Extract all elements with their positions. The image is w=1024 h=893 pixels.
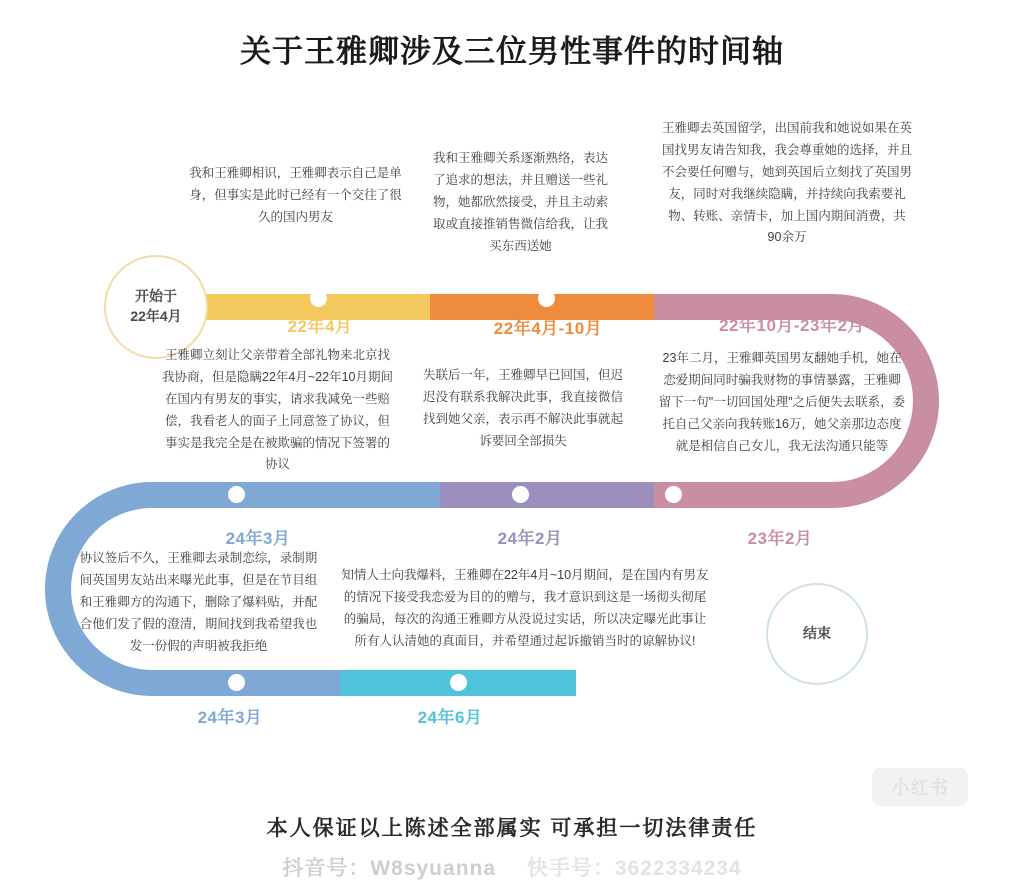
stage-6-note: 王雅卿立刻让父亲带着全部礼物来北京找我协商，但是隐瞒22年4月~22年10月期间在国内有男友的事实，请求我减免一些赔偿，我看老人的面子上同意签了协议，但事实是我完全是在被欺骗的情况下签署的协议 [162, 348, 393, 472]
stage-5-label: 24年2月 [497, 529, 563, 548]
stage-7-note: 协议签后不久，王雅卿去录制恋综，录制期间英国男友站出来曝光此事，但是在节目组和王雅卿方的沟通下，删除了爆料贴，并配合他们发了假的澄清，期间找到我希望我也发一份假的声明被我拒绝 [79, 551, 318, 653]
watermark-logo: 小红书 [872, 768, 968, 806]
timeline-node-1[interactable] [310, 290, 327, 307]
timeline-node-5[interactable] [512, 486, 529, 503]
stage-7-label: 24年3月 [197, 708, 263, 727]
page-title: 关于王雅卿涉及三位男性事件的时间轴 [240, 34, 784, 69]
timeline-node-4[interactable] [665, 486, 682, 503]
stage-1-note: 我和王雅卿相识，王雅卿表示自己是单身，但事实是此时已经有一个交往了很久的国内男友 [189, 166, 402, 224]
timeline-node-6[interactable] [228, 486, 245, 503]
start-cap-line1: 开始于 [134, 288, 177, 305]
stage-8-note: 知情人士向我爆料，王雅卿在22年4月~10月期间，是在国内有男友的情况下接受我恋爱为目的的赠与，我才意识到这是一场彻头彻尾的骗局，每次的沟通王雅卿方从没说过实话，所以决定曝光此事让所有人认清她的真面目，并希望通过起诉撤销当时的谅解协议! [341, 568, 709, 648]
stage-6-label: 24年3月 [225, 529, 291, 548]
stage-4-note: 23年二月，王雅卿英国男友翻她手机，她在恋爱期间同时骗我财物的事情暴露，王雅卿留下一句"一切回国处理"之后便失去联系，委托自己父亲向我转账16万，她父亲那边态度就是相信自己女儿，我无法沟通只能等 [658, 351, 906, 453]
timeline-end-cap: 结束 [766, 583, 868, 685]
stage-4-label: 23年2月 [747, 529, 813, 548]
watermark-kuaishou: 快手号：3622334234 [526, 857, 742, 880]
stage-2-note: 我和王雅卿关系逐渐熟络，表达了追求的想法，并且赠送一些礼物，她都欣然接受，并且主动索取或直接推销售微信给我，让我买东西送她 [432, 151, 608, 253]
stage-5-note: 失联后一年，王雅卿早已回国，但迟迟没有联系我解决此事，我直接微信找到她父亲，表示再不解决此事就起诉要回全部损失 [422, 368, 623, 448]
footer-statement: 本人保证以上陈述全部属实 可承担一切法律责任 [266, 817, 758, 840]
stage-1-label: 22年4月 [287, 317, 353, 336]
timeline-start-cap [104, 255, 208, 359]
watermark-douyin: 抖音号：W8syuanna [282, 857, 497, 880]
stage-8-label: 24年6月 [417, 708, 483, 727]
stage-2-label: 22年4月-10月 [493, 319, 603, 338]
timeline-node-2[interactable] [538, 290, 555, 307]
watermark-bottom [0, 852, 1024, 882]
stage-3-label: 22年10月-23年2月 [719, 316, 865, 335]
timeline-node-8[interactable] [450, 674, 467, 691]
stage-3-note: 王雅卿去英国留学，出国前我和她说如果在英国找男友请告知我，我会尊重她的选择，并且不会要任何赠与，她到英国后立刻找了英国男友，同时对我继续隐瞒，并持续向我索要礼物、转账、亲情卡，加上国内期间消费，共90余万 [662, 121, 913, 245]
timeline-node-7[interactable] [228, 674, 245, 691]
start-cap-line2: 22年4月 [130, 308, 182, 324]
